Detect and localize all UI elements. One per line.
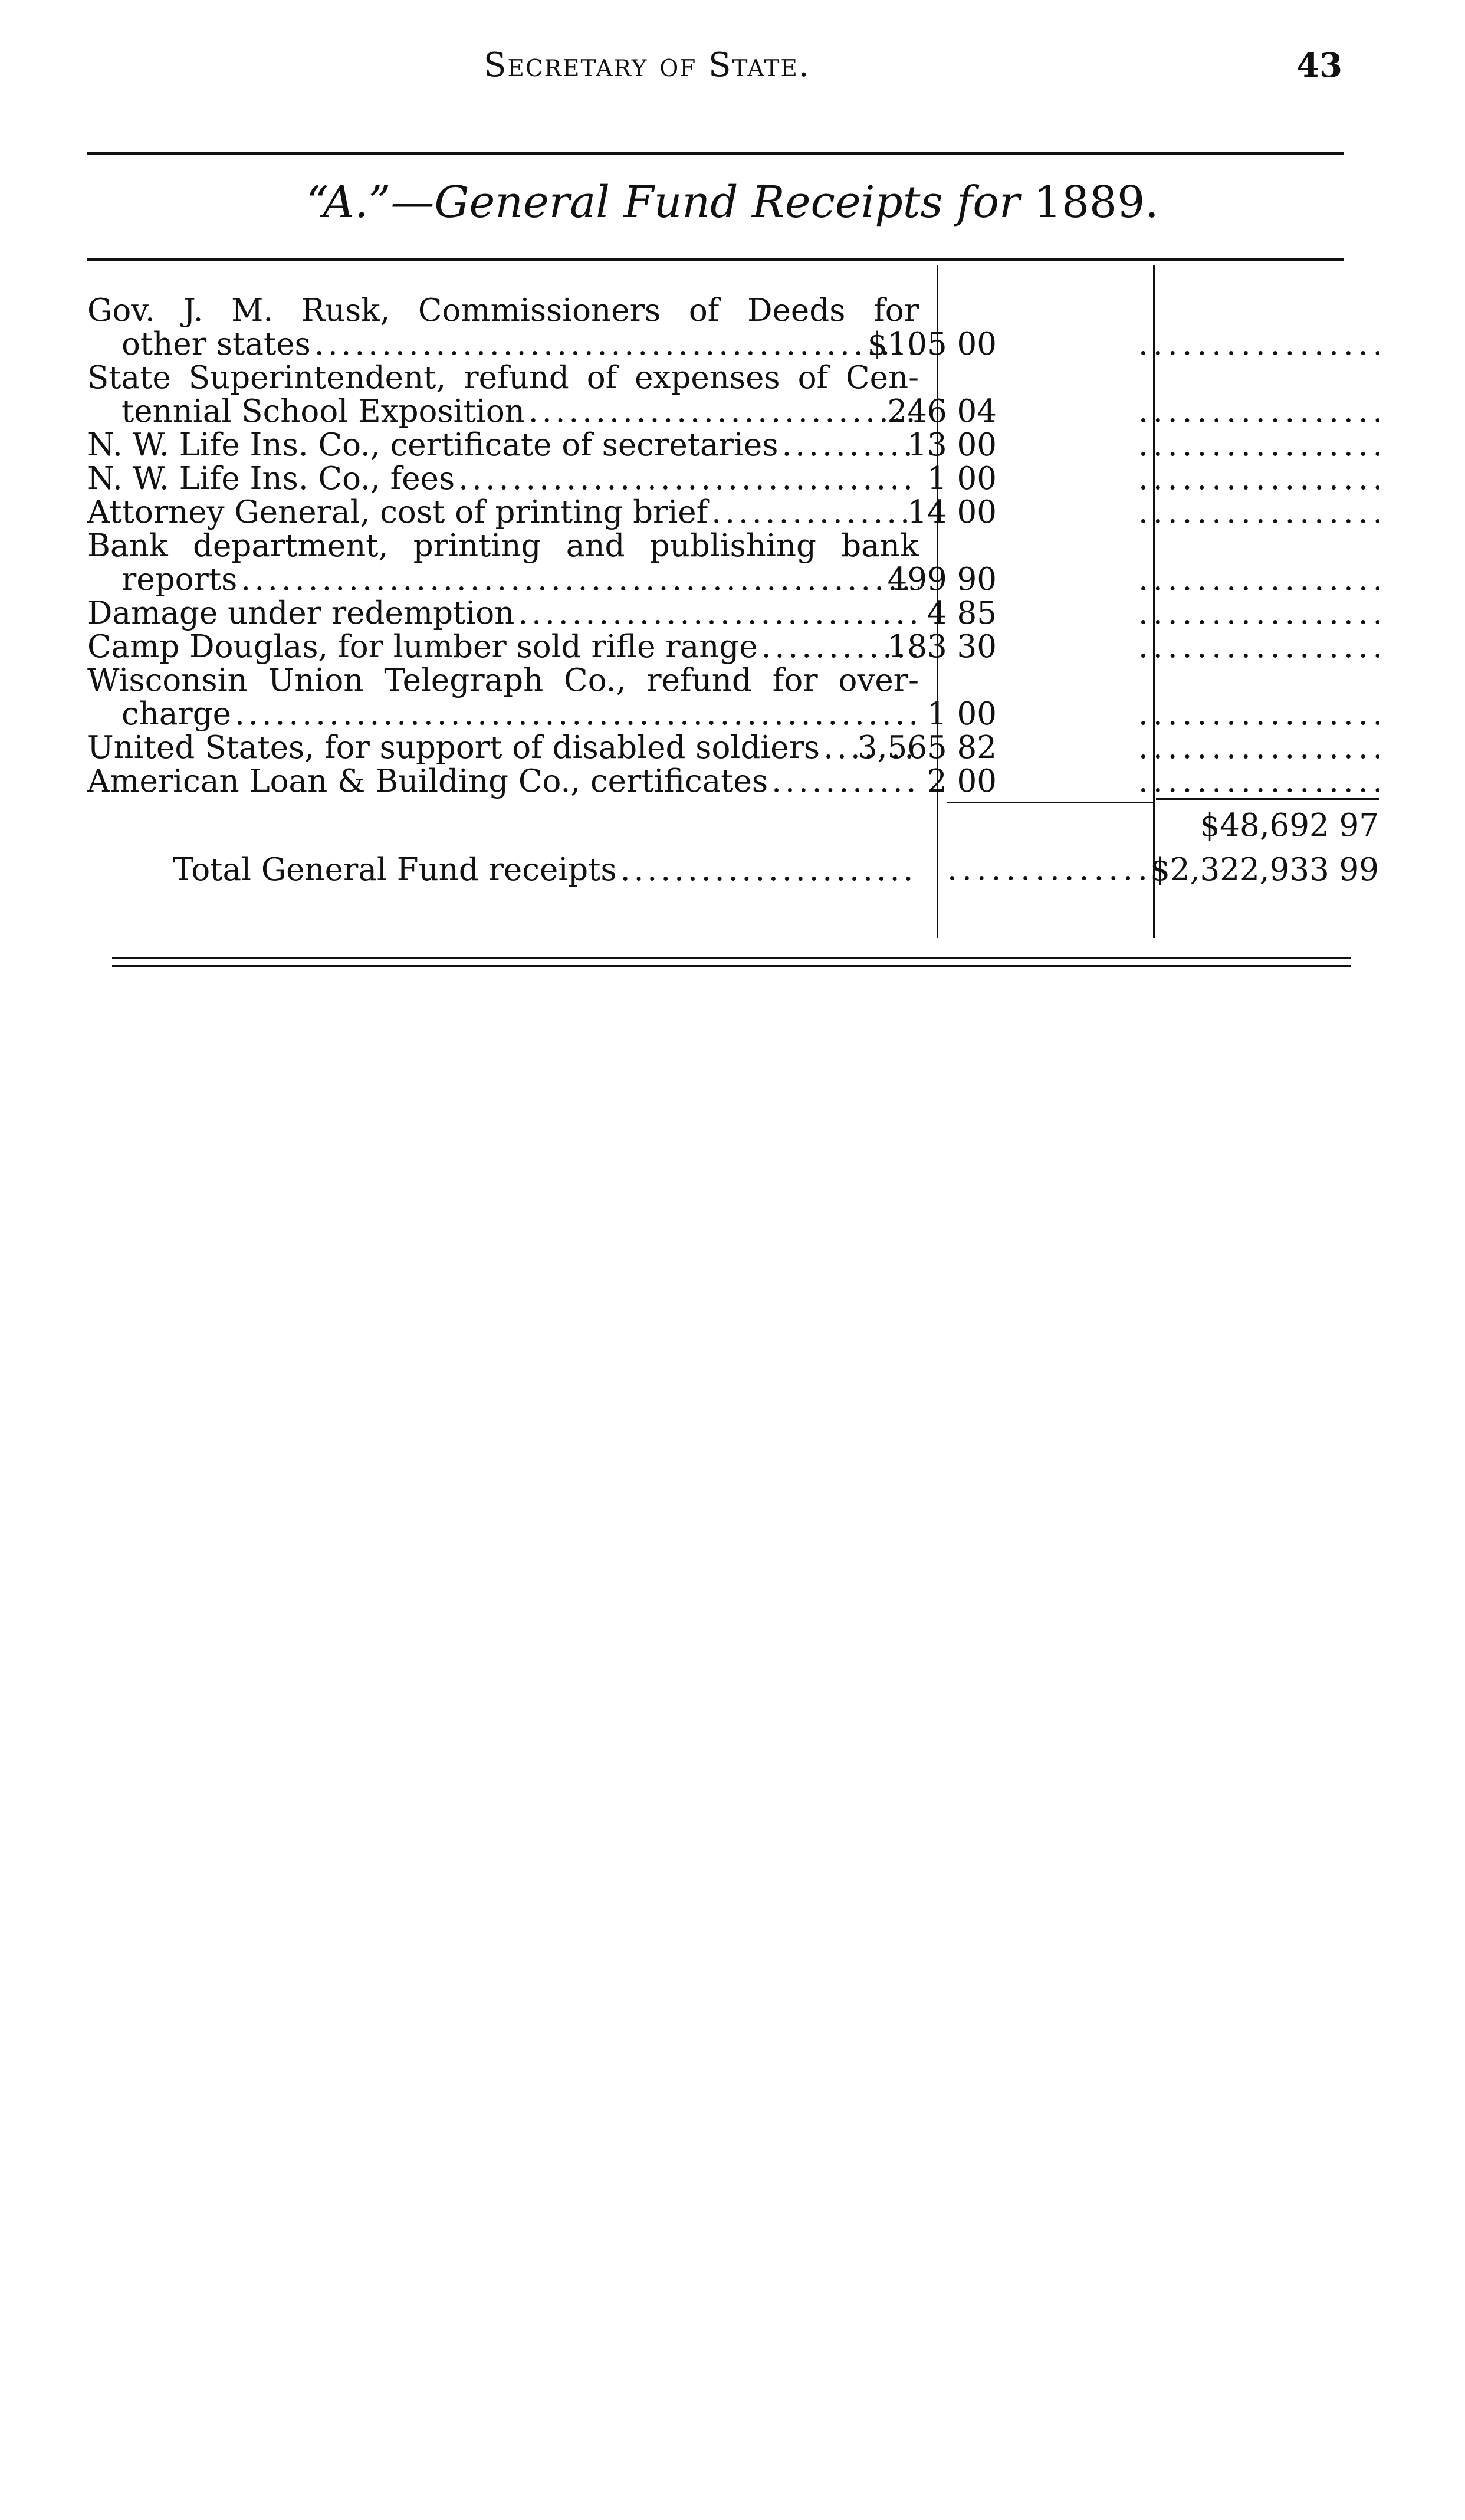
row-description [87,764,919,798]
dot-leader [711,496,919,529]
table-row [87,664,1379,731]
row-amount: 13 00 [907,427,997,463]
dot-leader [518,596,919,630]
row-amount: 4 85 [927,595,997,631]
total-column-leader [1138,327,1379,361]
total-mid-dots [947,852,1148,886]
subtotal-row [87,798,1379,845]
running-head [0,46,1465,93]
row-description [87,664,919,731]
table-row [87,462,1379,496]
bottom-rule-2 [112,965,1351,967]
dot-leader [458,462,919,496]
page-number: 43 [1296,46,1342,85]
dot-leader [528,395,919,428]
total-column-leader [1138,462,1379,496]
running-title: Secretary of State. [484,46,810,84]
row-description-line1: N. W. Life Ins. Co., certificate of secretaries [87,427,779,463]
subtotal-rule [947,802,1154,803]
table-row [87,630,1379,664]
row-description [87,529,919,596]
subtotal-amount: $48,692 97 [1200,808,1379,844]
row-description-line2: charge [121,696,232,732]
table-row [87,496,1379,529]
table-row [87,764,1379,798]
row-amount: 1 00 [927,696,997,732]
total-column-leader [1138,731,1379,764]
total-column-leader [1138,630,1379,664]
row-description [87,630,919,664]
table-row [87,294,1379,361]
total-column-leader [1138,697,1379,731]
dot-leader [241,563,919,596]
row-description-line1: Camp Douglas, for lumber sold rifle range [87,629,758,665]
subtotal-double-rule [1156,798,1379,800]
table-title-year: 1889. [1033,177,1159,228]
table-title [0,177,1465,228]
row-description [87,731,919,764]
row-description-line1: Bank department, printing and publishing bank [87,528,919,564]
row-description-line1: American Loan & Building Co., certificates [87,763,768,799]
receipts-table [87,257,1379,900]
total-column-leader [1138,496,1379,529]
row-description [87,496,919,529]
total-leader [620,853,919,887]
total-column-leader [1138,395,1379,428]
total-column-leader [1138,563,1379,596]
row-amount: 2 00 [927,763,997,799]
row-amount: 3,565 82 [857,730,997,766]
row-description-line1: United States, for support of disabled soldiers [87,730,820,766]
row-description-line1: N. W. Life Ins. Co., fees [87,461,455,497]
total-amount: $2,322,933 99 [1150,852,1379,888]
row-description [87,462,919,496]
row-description-line1: Attorney General, cost of printing brief [87,494,708,530]
row-description-line1: State Superintendent, refund of expenses of Cen- [87,360,919,396]
row-description-line2: tennial School Exposition [121,393,525,429]
total-column-leader [1138,764,1379,798]
total-label: Total General Fund receipts [173,852,617,888]
receipts-rows [87,294,1379,798]
total-row [87,853,1379,900]
row-amount: 14 00 [907,494,997,530]
row-description-line1: Wisconsin Union Telegraph Co., refund for over- [87,662,919,698]
row-description [87,596,919,630]
top-rule [87,152,1344,155]
dot-leader [771,764,919,798]
row-description [87,294,919,361]
row-description-line2: other states [121,326,311,362]
row-description [87,361,919,428]
row-amount: 1 00 [927,461,997,497]
row-description-line1: Damage under redemption [87,595,515,631]
row-description-line1: Gov. J. M. Rusk, Commissioners of Deeds for [87,293,919,329]
table-title-text: “A.”—General Fund Receipts for [306,177,1020,228]
bottom-rule-1 [112,957,1351,959]
row-amount: $105 00 [867,326,997,362]
row-amount: 183 30 [887,629,997,665]
table-row [87,529,1379,596]
total-column-leader [1138,428,1379,462]
table-row [87,596,1379,630]
total-column-leader [1138,596,1379,630]
table-row [87,731,1379,764]
dot-leader [235,697,919,731]
dot-leader [781,428,919,462]
dot-leader [314,327,919,361]
table-row [87,428,1379,462]
row-description-line2: reports [121,562,238,598]
table-row [87,361,1379,428]
row-amount: 499 90 [887,562,997,598]
row-amount: 246 04 [887,393,997,429]
row-description [87,428,919,462]
